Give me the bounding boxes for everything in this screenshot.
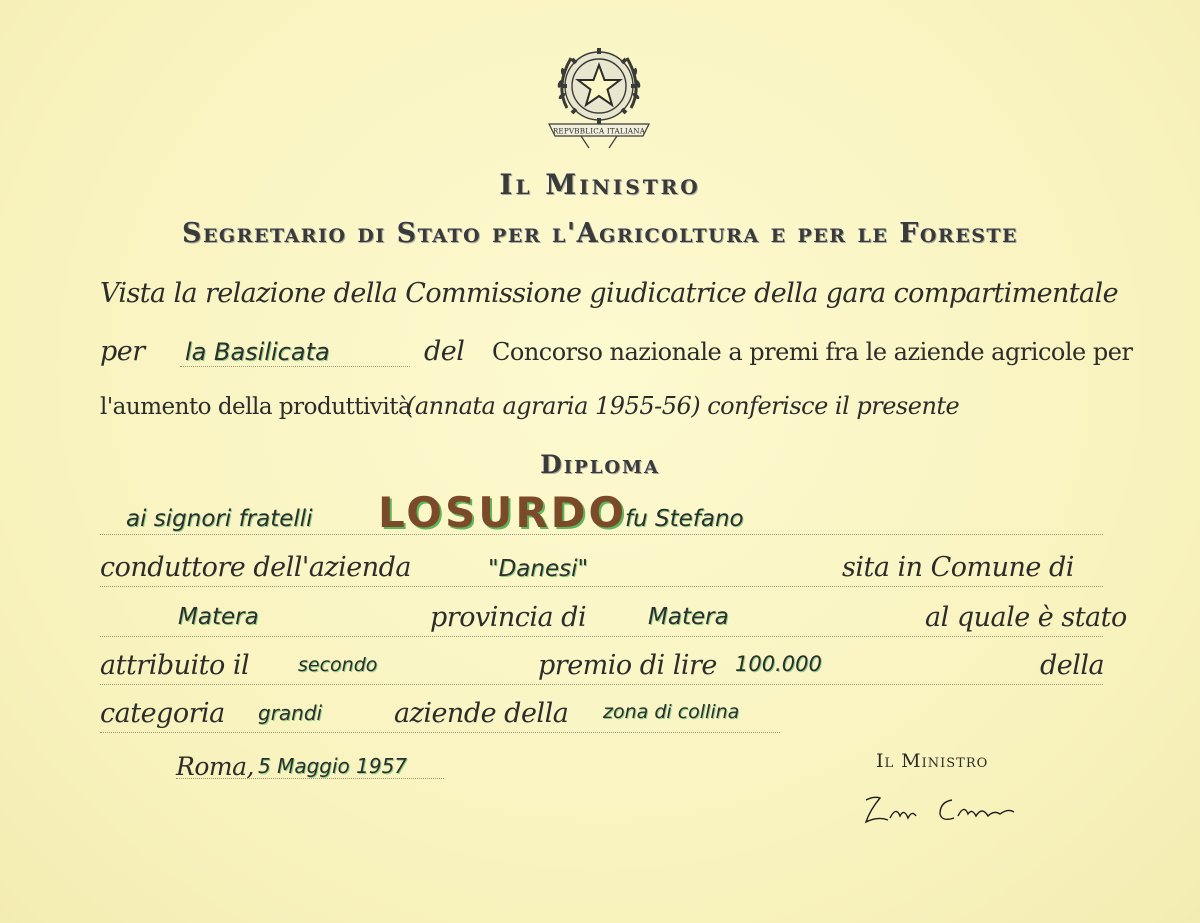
text-vista-relazione: Vista la relazione della Commissione giudicatrice della gara compartimentale <box>100 278 1118 309</box>
text-ai-signori: ai signori fratelli <box>126 506 313 532</box>
text-attribuito: attribuito il <box>100 650 250 681</box>
text-fu-stefano: fu Stefano <box>625 506 744 532</box>
heading-secretary: Segretario di Stato per l'Agricoltura e per le Foreste <box>181 218 1019 249</box>
field-region: la Basilicata <box>185 338 330 366</box>
dotted-line <box>100 586 1103 587</box>
signer-title: Il Ministro <box>876 750 989 772</box>
field-provincia: Matera <box>648 604 729 630</box>
text-aziende-della: aziende della <box>394 698 569 729</box>
text-aumento: l'aumento della produttività <box>100 394 412 420</box>
italian-republic-emblem <box>545 36 653 154</box>
field-categoria: grandi <box>258 701 323 725</box>
field-data: 5 Maggio 1957 <box>258 754 408 778</box>
text-al-quale: al quale è stato <box>925 602 1127 633</box>
field-zona: zona di collina <box>603 701 740 723</box>
text-per: per <box>100 336 145 367</box>
text-della: della <box>1040 650 1105 681</box>
minister-signature <box>860 788 1030 832</box>
dotted-line <box>180 366 410 367</box>
field-posizione: secondo <box>298 654 378 676</box>
dotted-line <box>100 684 1103 685</box>
recipient-surname: LOSURDO <box>378 488 628 537</box>
dotted-line <box>176 778 444 779</box>
text-categoria: categoria <box>100 698 225 729</box>
dotted-line <box>100 636 1103 637</box>
text-del: del <box>424 336 465 367</box>
emblem-ribbon-text: REPVBBLICA ITALIANA <box>552 126 646 136</box>
dotted-line <box>100 534 1103 535</box>
dotted-line <box>100 732 780 733</box>
field-azienda: "Danesi" <box>488 556 589 582</box>
text-sita-in-comune: sita in Comune di <box>842 552 1074 583</box>
text-premio: premio di lire <box>538 650 717 681</box>
field-comune: Matera <box>178 604 259 630</box>
text-concorso: Concorso nazionale a premi fra le aziende agricole per <box>492 338 1133 366</box>
text-annata: (annata agraria 1955-56) conferisce il presente <box>406 392 960 420</box>
field-importo: 100.000 <box>735 652 822 676</box>
text-luogo: Roma, <box>176 752 254 781</box>
heading-minister: Il Ministro <box>499 168 701 201</box>
text-provincia-di: provincia di <box>430 602 587 633</box>
heading-diploma: Diploma <box>540 450 660 479</box>
text-conduttore: conduttore dell'azienda <box>100 552 412 583</box>
